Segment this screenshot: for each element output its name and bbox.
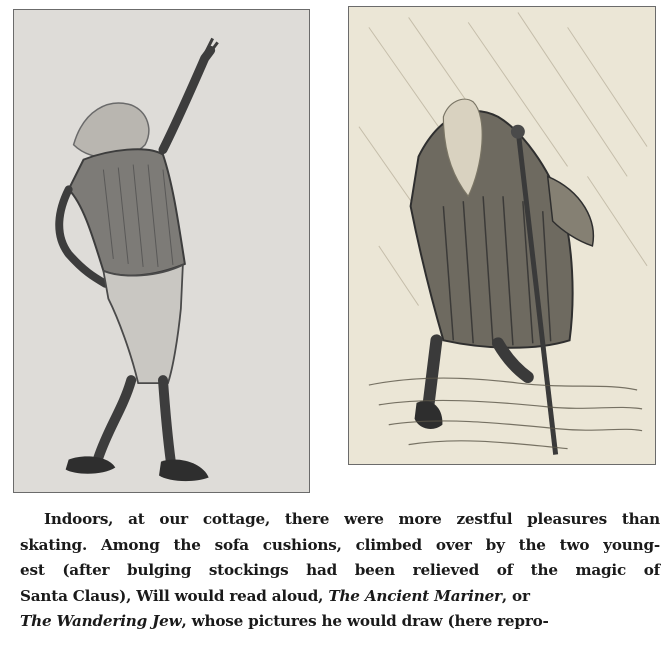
book-title-ancient-mariner: The Ancient Mariner xyxy=(328,586,502,605)
text-line-4-end: , or xyxy=(501,586,530,605)
paragraph-text xyxy=(20,507,660,635)
text-line-1: Indoors, at our cottage, there were more zestful pleasures than xyxy=(44,510,660,528)
book-title-wandering-jew: The Wandering Jew xyxy=(20,612,182,631)
figure-reaching-upward-sketch xyxy=(14,10,309,492)
text-line-3: est (after bulging stockings had been relieved of the magic of xyxy=(20,561,660,580)
wanderer-in-storm-sketch xyxy=(349,7,655,464)
text-line-4 xyxy=(20,584,660,610)
right-illustration xyxy=(348,6,656,465)
text-line-4-start: Santa Claus), Will would read aloud, xyxy=(20,586,324,605)
left-illustration xyxy=(13,9,310,493)
text-line-5-end: , whose pictures he would draw (here repro- xyxy=(181,612,549,631)
text-line-2: skating. Among the sofa cushions, climbed over by the two young- xyxy=(20,535,660,554)
text-line-5 xyxy=(20,609,660,635)
